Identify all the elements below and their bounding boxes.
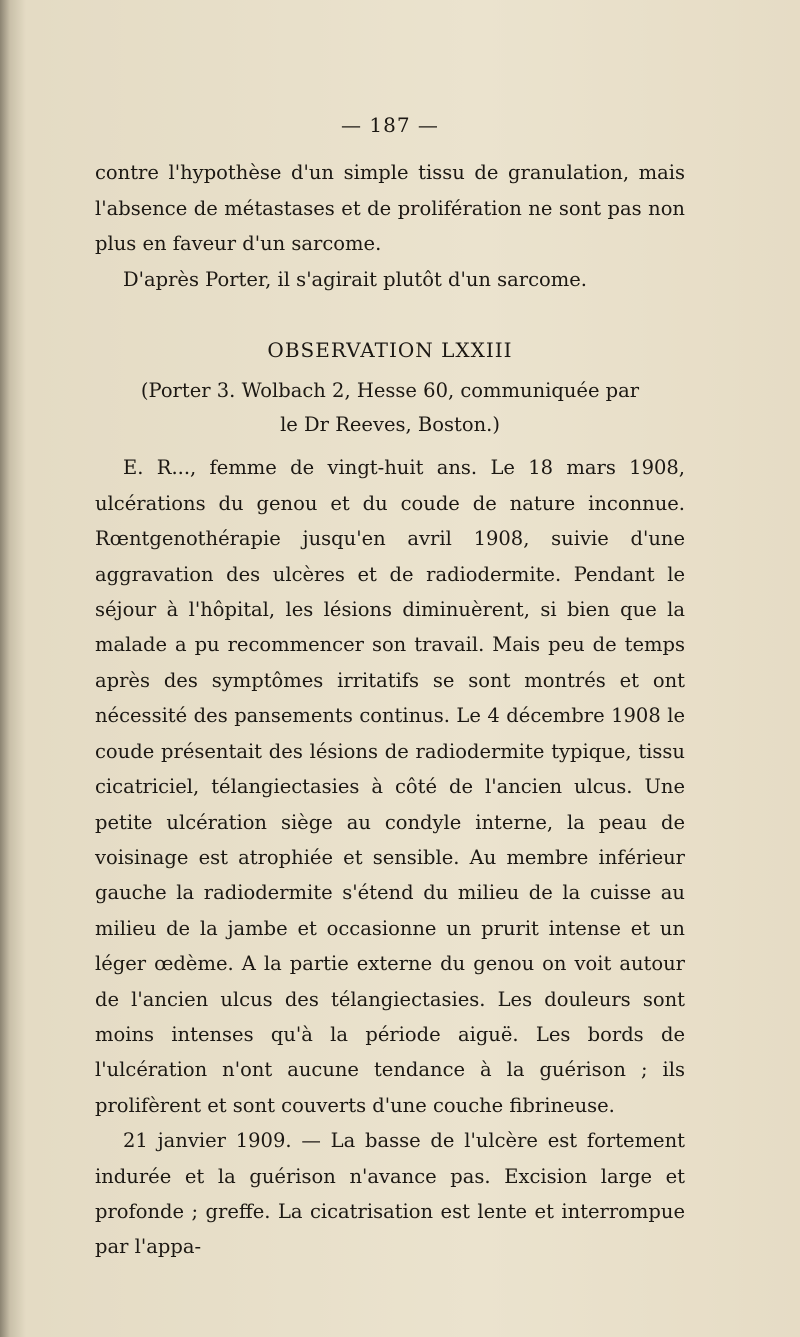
- page-number: — 187 —: [341, 113, 439, 137]
- observation-source: [95, 374, 685, 442]
- porter-paragraph: D'après Porter, il s'agirait plutôt d'un sarcome.: [123, 267, 588, 291]
- case-block: [95, 450, 685, 1264]
- january-paragraph: 21 janvier 1909. — La basse de l'ulcère est fortement indurée et la guérison n'avance pas. Excision large et profonde ; greffe. La cicatrisation est lente et interrompue par l'appa-: [95, 1129, 685, 1259]
- source-line-2: le Dr Reeves, Boston.): [280, 413, 500, 437]
- source-line-1: (Porter 3. Wolbach 2, Hesse 60, communiquée par: [140, 379, 640, 403]
- observation-title: OBSERVATION LXXIII: [267, 338, 513, 363]
- intro-block: [95, 155, 685, 297]
- page-content: [95, 108, 685, 1265]
- intro-paragraph: contre l'hypothèse d'un simple tissu de granulation, mais l'absence de métastases et de prolifération ne sont pas non plus en faveur d'un sarcome.: [95, 161, 685, 256]
- case-paragraph: E. R..., femme de vingt-huit ans. Le 18 mars 1908, ulcérations du genou et du coude de nature inconnue. Rœntgenothérapie jusqu'en avril 1908, suivie d'une aggravation des ulcères et de radiodermite. Pendant le séjour à l'hôpital, les lésions diminuèrent, si bien que la malade a pu recommencer son travail. Mais peu de temps après des symptômes irritatifs se sont montrés et ont nécessité des pansements continus. Le 4 décembre 1908 le coude présentait des lésions de radiodermite typique, tissu cicatriciel, télangiectasies à côté de l'ancien ulcus. Une petite ulcération siège au condyle interne, la peau de voisinage est atrophiée et sensible. Au membre inférieur gauche la radiodermite s'étend du milieu de la cuisse au milieu de la jambe et occasionne un prurit intense et un léger œdème. A la partie externe du genou on voit autour de l'ancien ulcus des télangiectasies. Les douleurs sont moins intenses qu'à la période aiguë. Les bords de l'ulcération n'ont aucune tendance à la guérison ; ils prolifèrent et sont couverts d'une couche fibrineuse.: [95, 456, 685, 1117]
